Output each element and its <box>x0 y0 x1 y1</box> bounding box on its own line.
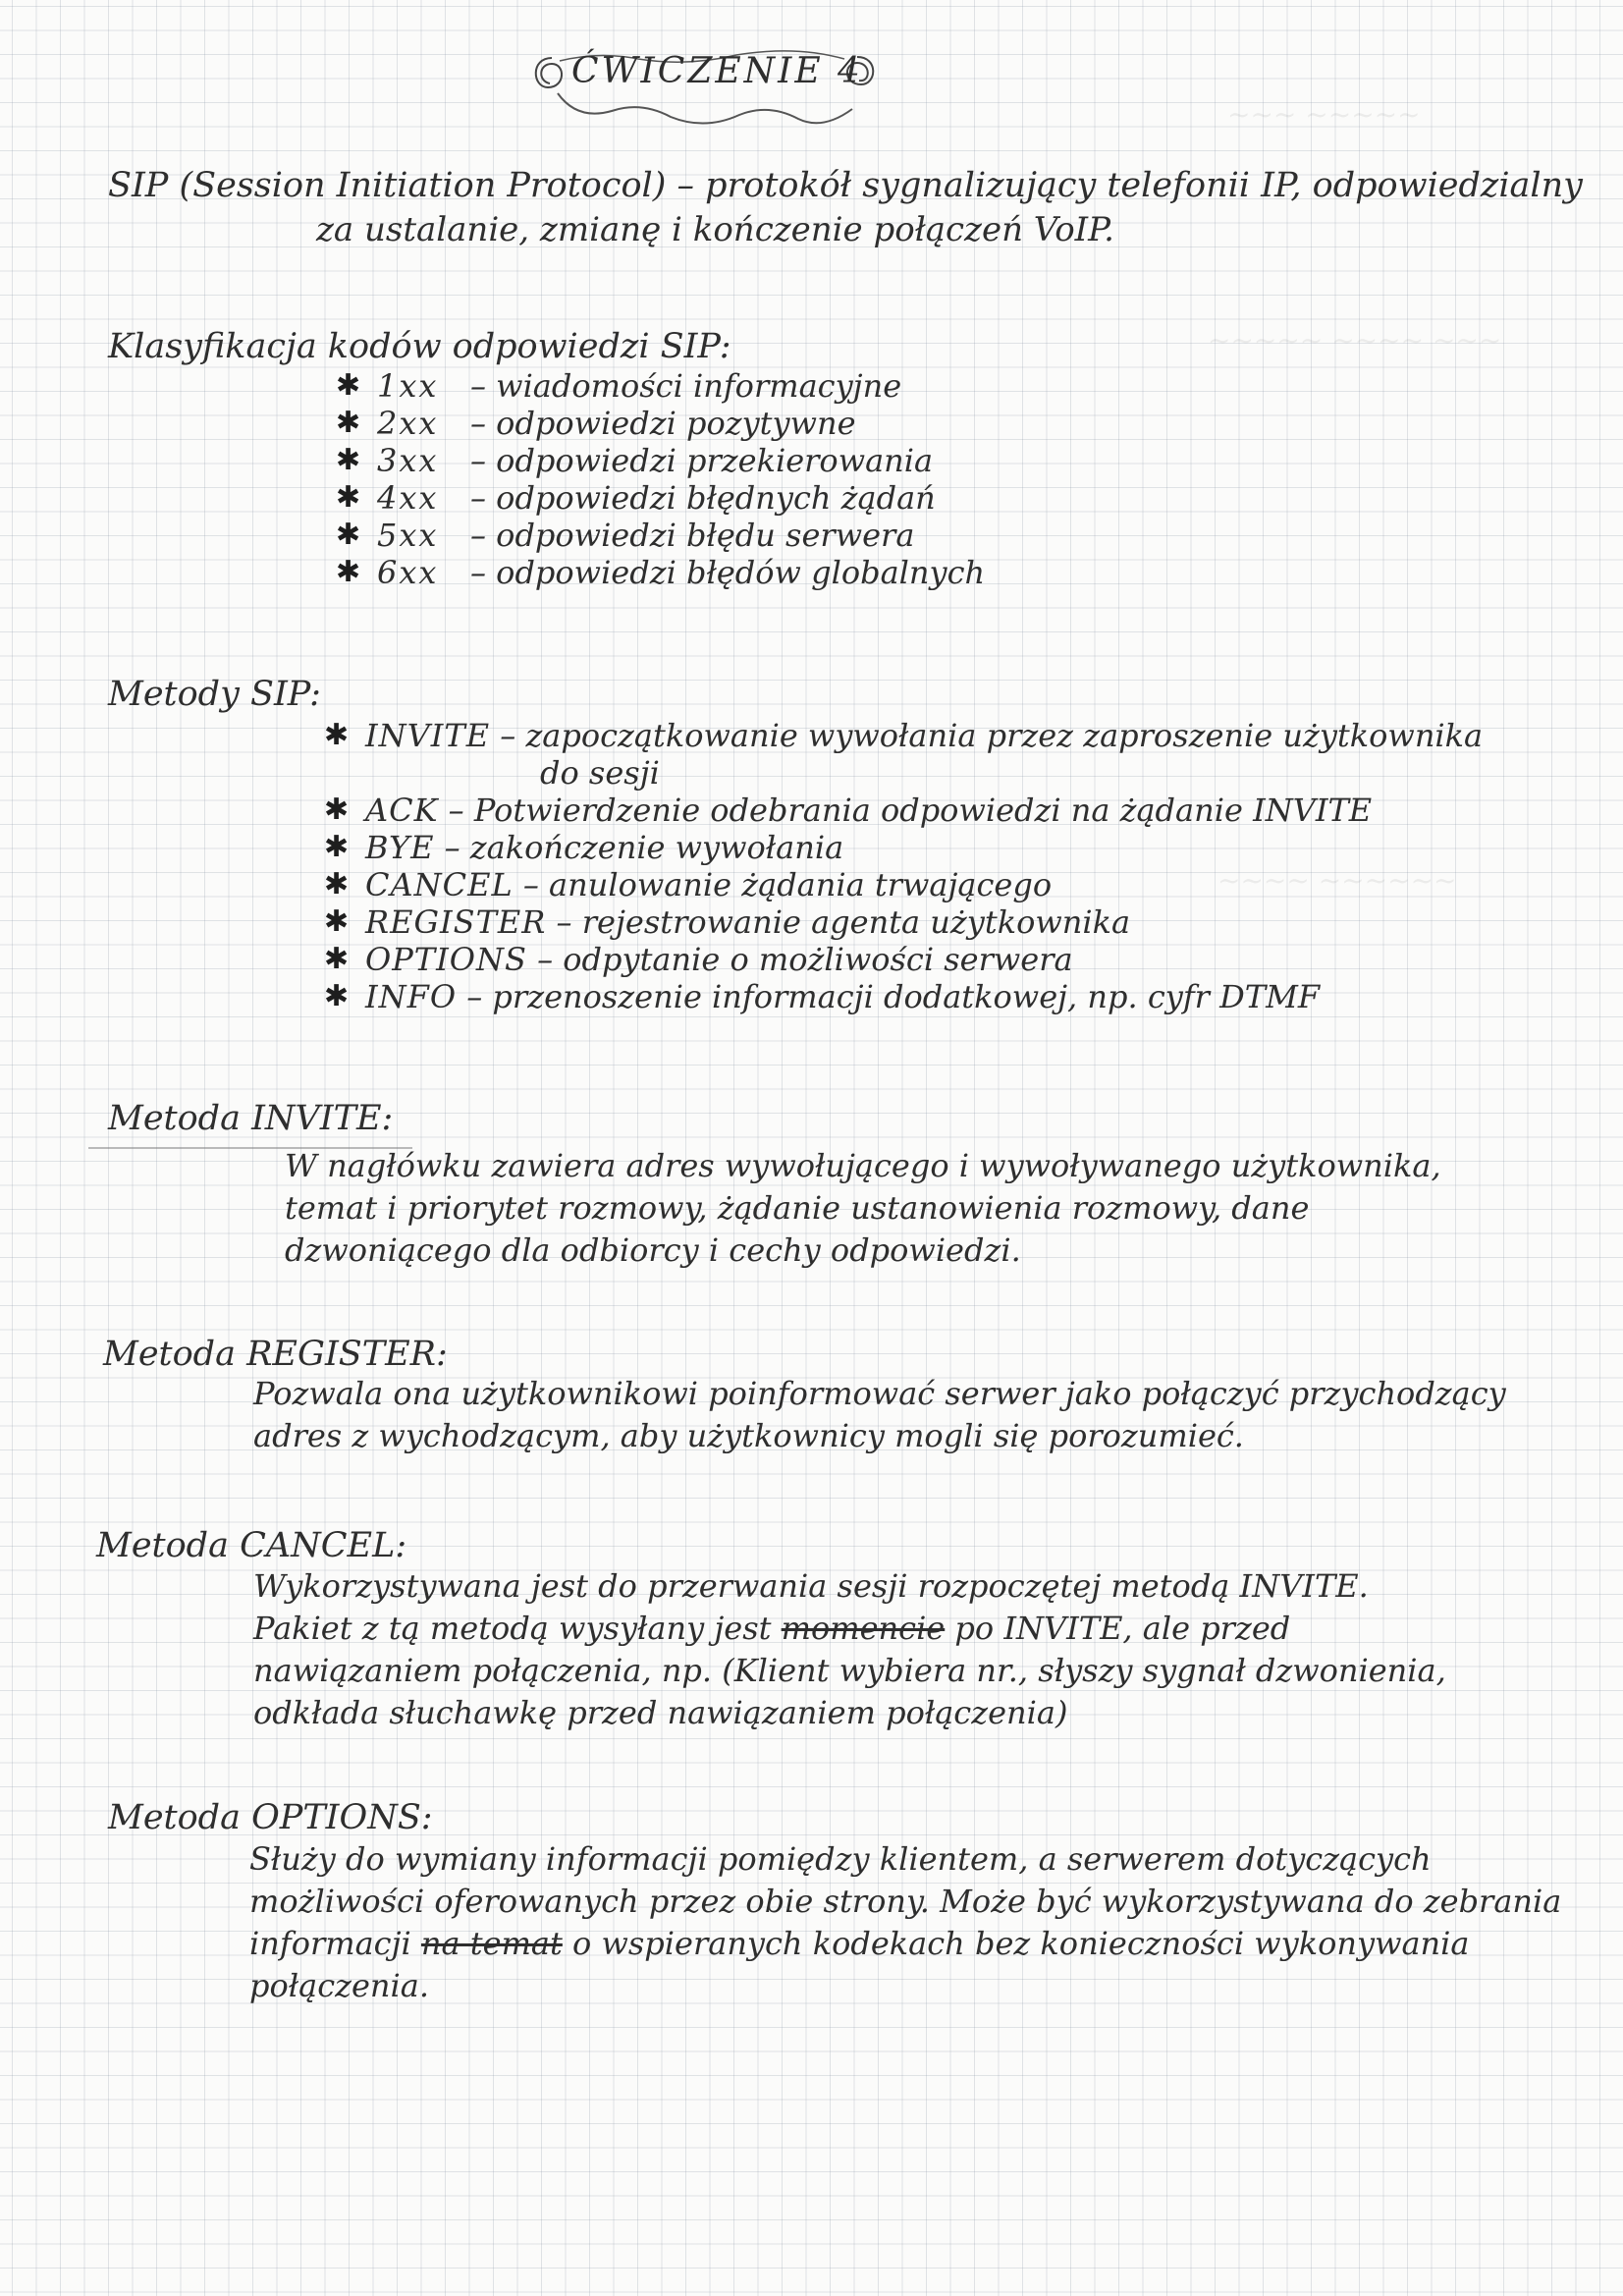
asterisk-bullet-icon: ✱ <box>336 555 361 589</box>
list-item <box>336 554 986 591</box>
code-desc: – wiadomości informacyjne <box>470 367 902 405</box>
paragraph-line: nawiązaniem połączenia, np. (Klient wybiera nr., słyszy sygnał dzwonienia, <box>253 1652 1446 1689</box>
paragraph-line: możliwości oferowanych przez obie strony. Może być wykorzystywana do zebrania <box>249 1883 1562 1920</box>
asterisk-bullet-icon: ✱ <box>336 480 361 515</box>
options-heading: Metoda OPTIONS: <box>108 1798 433 1837</box>
code-desc: – odpowiedzi błędnych żądań <box>470 479 936 517</box>
list-item <box>336 442 985 479</box>
paragraph-line: dzwoniącego dla odbiorcy i cechy odpowiedzi. <box>285 1231 1021 1269</box>
paragraph-line: Służy do wymiany informacji pomiędzy klientem, a serwerem dotyczących <box>249 1840 1432 1878</box>
asterisk-bullet-icon: ✱ <box>324 793 350 827</box>
list-item <box>336 517 985 554</box>
code-desc: – odpowiedzi błędów globalnych <box>470 554 986 591</box>
code-label: 2xx <box>377 405 439 442</box>
list-item <box>324 717 1484 754</box>
paragraph-line-with-strike <box>253 1608 1446 1650</box>
asterisk-bullet-icon: ✱ <box>336 368 361 403</box>
method-desc: – anulowanie żądania trwającego <box>522 866 1053 903</box>
text-fragment: o wspieranych kodekach bez konieczności wykonywania <box>572 1925 1470 1962</box>
paragraph-line: Wykorzystywana jest do przerwania sesji rozpoczętej metodą INVITE. <box>253 1567 1369 1605</box>
paragraph-line: odkłada słuchawkę przed nawiązaniem połączenia) <box>253 1694 1068 1731</box>
asterisk-bullet-icon: ✱ <box>336 443 361 477</box>
list-item <box>324 866 1483 903</box>
asterisk-bullet-icon: ✱ <box>324 718 350 752</box>
bleed-through-text: ~~~ ~~~~~ <box>1227 98 1421 131</box>
struck-word: momencie <box>781 1610 946 1647</box>
code-label: 4xx <box>377 479 439 517</box>
asterisk-bullet-icon: ✱ <box>336 518 361 552</box>
method-name: INFO <box>365 978 458 1015</box>
invite-heading: Metoda INVITE: <box>108 1099 394 1138</box>
register-paragraph <box>253 1373 1506 1457</box>
list-item <box>324 978 1483 1015</box>
cancel-heading: Metoda CANCEL: <box>96 1526 407 1565</box>
method-desc-continued: do sesji <box>540 754 660 792</box>
list-item <box>336 367 985 405</box>
method-name: BYE <box>365 829 435 866</box>
cancel-paragraph <box>253 1565 1446 1734</box>
method-desc: – rejestrowanie agenta użytkownika <box>556 903 1131 941</box>
method-desc: – przenoszenie informacji dodatkowej, np. cyfr DTMF <box>466 978 1321 1015</box>
asterisk-bullet-icon: ✱ <box>324 942 350 976</box>
code-label: 6xx <box>377 554 439 591</box>
bleed-through-text: ~~~~ ~~~~~~ <box>1217 864 1457 897</box>
method-name: INVITE <box>365 717 491 754</box>
list-item <box>336 479 985 517</box>
method-desc: – zapoczątkowanie wywołania przez zaproszenie użytkownika <box>500 717 1484 754</box>
code-label: 5xx <box>377 517 439 554</box>
paragraph-line: adres z wychodzącym, aby użytkownicy mogli się porozumieć. <box>253 1417 1244 1454</box>
list-item <box>324 941 1483 978</box>
method-name: OPTIONS <box>365 941 527 978</box>
paragraph-line-with-strike <box>249 1923 1561 1965</box>
asterisk-bullet-icon: ✱ <box>336 406 361 440</box>
list-item <box>324 829 1483 866</box>
methods-heading: Metody SIP: <box>108 675 321 714</box>
bleed-through-text: ~~~~~ ~~~~ ~~~ <box>1208 324 1502 356</box>
asterisk-bullet-icon: ✱ <box>324 830 350 864</box>
text-fragment: informacji <box>249 1925 411 1962</box>
method-desc: – odpytanie o możliwości serwera <box>537 941 1073 978</box>
list-item <box>365 754 1483 792</box>
asterisk-bullet-icon: ✱ <box>324 867 350 902</box>
method-name: ACK <box>365 792 439 829</box>
page-title <box>520 39 893 128</box>
code-label: 3xx <box>377 442 439 479</box>
method-desc: – zakończenie wywołania <box>444 829 844 866</box>
code-desc: – odpowiedzi błędu serwera <box>470 517 915 554</box>
method-name: CANCEL <box>365 866 514 903</box>
methods-list <box>324 717 1484 1015</box>
register-heading: Metoda REGISTER: <box>103 1335 448 1374</box>
asterisk-bullet-icon: ✱ <box>324 979 350 1013</box>
options-paragraph <box>249 1838 1561 2007</box>
paragraph-line: Pozwala ona użytkownikowi poinformować serwer jako połączyć przychodzący <box>253 1375 1506 1412</box>
struck-word: na temat <box>420 1925 563 1962</box>
paragraph-line: połączenia. <box>249 1967 430 2004</box>
list-item <box>324 903 1483 941</box>
code-label: 1xx <box>377 367 439 405</box>
code-desc: – odpowiedzi przekierowania <box>470 442 934 479</box>
list-item <box>336 405 985 442</box>
intro-line-1: SIP (Session Initiation Protocol) – protokół sygnalizujący telefonii IP, odpowiedzialny <box>108 166 1583 205</box>
title-text: ĆWICZENIE 4 <box>571 51 863 91</box>
text-fragment: po INVITE, ale przed <box>954 1610 1291 1647</box>
invite-paragraph <box>285 1145 1441 1272</box>
method-name: REGISTER <box>365 903 547 941</box>
codes-list <box>336 367 986 591</box>
codes-heading: Klasyfikacja kodów odpowiedzi SIP: <box>108 327 731 366</box>
text-fragment: Pakiet z tą metodą wysyłany jest <box>253 1610 772 1647</box>
paragraph-line: temat i priorytet rozmowy, żądanie ustanowienia rozmowy, dane <box>285 1189 1310 1227</box>
paragraph-line: W nagłówku zawiera adres wywołującego i wywoływanego użytkownika, <box>285 1147 1441 1184</box>
list-item <box>324 792 1483 829</box>
intro-line-2: za ustalanie, zmianę i kończenie połączeń VoIP. <box>316 210 1114 249</box>
method-desc: – Potwierdzenie odebrania odpowiedzi na żądanie INVITE <box>448 792 1373 829</box>
code-desc: – odpowiedzi pozytywne <box>470 405 856 442</box>
asterisk-bullet-icon: ✱ <box>324 904 350 939</box>
